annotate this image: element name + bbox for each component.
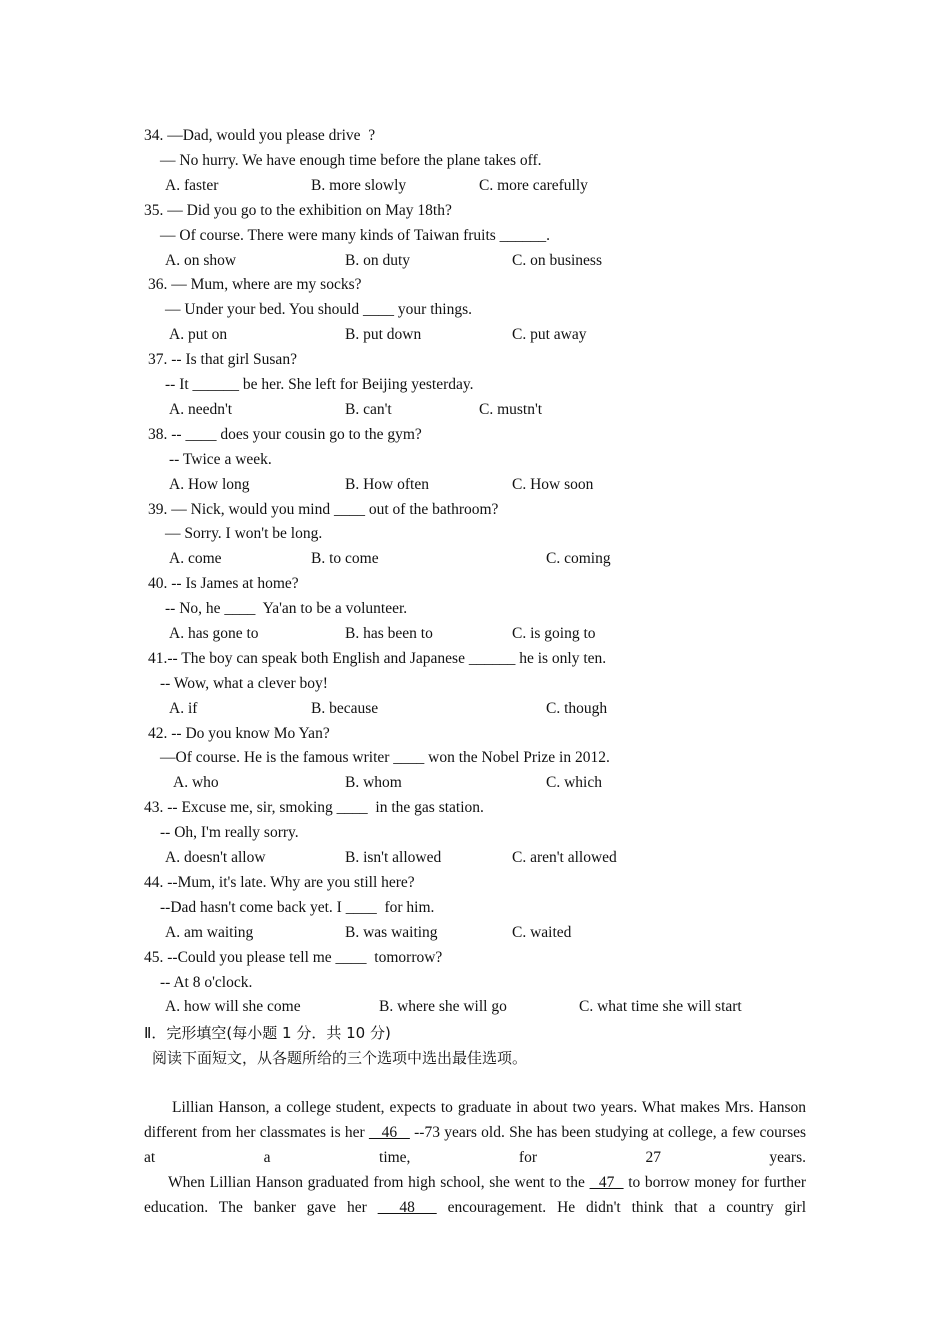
answer-43: -- Oh, I'm really sorry. bbox=[160, 824, 299, 841]
option-44-b: B. was waiting bbox=[345, 924, 438, 941]
option-41-a: A. if bbox=[169, 700, 198, 717]
question-37: 37. -- Is that girl Susan? bbox=[148, 351, 297, 368]
answer-40: -- No, he ____ Ya'an to be a volunteer. bbox=[165, 600, 408, 617]
option-40-c: C. is going to bbox=[512, 625, 596, 642]
section-instruction: 阅读下面短文，从各题所给的三个选项中选出最佳选项。 bbox=[152, 1049, 528, 1067]
passage-p2-text-b: to borrow money for further education. The banker gave her bbox=[144, 1174, 807, 1216]
option-43-a: A. doesn't allow bbox=[165, 849, 266, 866]
question-44: 44. --Mum, it's late. Why are you still here? bbox=[144, 874, 415, 891]
question-35: 35. — Did you go to the exhibition on May 18th? bbox=[144, 202, 452, 219]
answer-44: --Dad hasn't come back yet. I ____ for him. bbox=[160, 899, 435, 916]
passage-p2-text-c: encouragement. He didn't think that a country girl bbox=[447, 1199, 807, 1216]
section-title: Ⅱ．完形填空(每小题 1 分．共 10 分) bbox=[144, 1024, 391, 1042]
option-45-b: B. where she will go bbox=[379, 998, 507, 1015]
option-39-b: B. to come bbox=[311, 550, 379, 567]
passage-p2-text-a: When Lillian Hanson graduated from high school, she went to the bbox=[168, 1174, 590, 1191]
option-38-a: A. How long bbox=[169, 476, 250, 493]
option-37-b: B. can't bbox=[345, 401, 392, 418]
option-36-b: B. put down bbox=[345, 326, 422, 343]
answer-37: -- It ______ be her. She left for Beijing yesterday. bbox=[165, 376, 474, 393]
passage-p1-text-a: Lillian Hanson, a college student, expects to graduate in about two years. What makes Mrs. Hanson different from her classmates is her bbox=[144, 1099, 806, 1141]
passage-paragraph-1 bbox=[144, 1095, 806, 1170]
question-36: 36. — Mum, where are my socks? bbox=[148, 276, 362, 293]
option-41-b: B. because bbox=[311, 700, 379, 717]
option-42-a: A. who bbox=[173, 774, 219, 791]
blank-48: 48 bbox=[377, 1199, 437, 1216]
answer-34: — No hurry. We have enough time before the plane takes off. bbox=[160, 152, 542, 169]
option-40-b: B. has been to bbox=[345, 625, 433, 642]
answer-38: -- Twice a week. bbox=[169, 451, 272, 468]
option-34-c: C. more carefully bbox=[479, 177, 588, 194]
passage-p1-text-b: --73 years old. She has been studying at college, a few courses at a time, for 27 years. bbox=[144, 1124, 807, 1166]
question-41: 41.-- The boy can speak both English and Japanese ______ he is only ten. bbox=[148, 650, 607, 667]
question-34: 34. —Dad, would you please drive ? bbox=[144, 127, 376, 144]
answer-39: — Sorry. I won't be long. bbox=[165, 525, 323, 542]
option-37-a: A. needn't bbox=[169, 401, 233, 418]
option-42-b: B. whom bbox=[345, 774, 402, 791]
question-38: 38. -- ____ does your cousin go to the gym? bbox=[148, 426, 422, 443]
option-43-b: B. isn't allowed bbox=[345, 849, 442, 866]
option-39-a: A. come bbox=[169, 550, 222, 567]
answer-35: — Of course. There were many kinds of Taiwan fruits ______. bbox=[160, 227, 551, 244]
option-35-a: A. on show bbox=[165, 252, 237, 269]
answer-36: — Under your bed. You should ____ your things. bbox=[165, 301, 472, 318]
blank-47: 47 bbox=[589, 1174, 624, 1191]
option-39-c: C. coming bbox=[546, 550, 611, 567]
option-35-c: C. on business bbox=[512, 252, 602, 269]
answer-41: -- Wow, what a clever boy! bbox=[160, 675, 328, 692]
option-35-b: B. on duty bbox=[345, 252, 411, 269]
option-45-a: A. how will she come bbox=[165, 998, 301, 1015]
question-39: 39. — Nick, would you mind ____ out of the bathroom? bbox=[148, 501, 499, 518]
option-40-a: A. has gone to bbox=[169, 625, 259, 642]
option-37-c: C. mustn't bbox=[479, 401, 543, 418]
option-43-c: C. aren't allowed bbox=[512, 849, 617, 866]
question-42: 42. -- Do you know Mo Yan? bbox=[148, 725, 330, 742]
option-42-c: C. which bbox=[546, 774, 602, 791]
question-40: 40. -- Is James at home? bbox=[148, 575, 299, 592]
option-34-b: B. more slowly bbox=[311, 177, 407, 194]
passage-paragraph-2 bbox=[144, 1170, 806, 1220]
blank-46: 46 bbox=[368, 1124, 410, 1141]
option-45-c: C. what time she will start bbox=[579, 998, 742, 1015]
option-36-a: A. put on bbox=[169, 326, 228, 343]
option-44-a: A. am waiting bbox=[165, 924, 254, 941]
option-44-c: C. waited bbox=[512, 924, 572, 941]
answer-42: —Of course. He is the famous writer ____ won the Nobel Prize in 2012. bbox=[160, 749, 610, 766]
option-36-c: C. put away bbox=[512, 326, 587, 343]
answer-45: -- At 8 o'clock. bbox=[160, 974, 253, 991]
option-38-c: C. How soon bbox=[512, 476, 594, 493]
option-41-c: C. though bbox=[546, 700, 608, 717]
option-38-b: B. How often bbox=[345, 476, 429, 493]
question-45: 45. --Could you please tell me ____ tomorrow? bbox=[144, 949, 443, 966]
question-43: 43. -- Excuse me, sir, smoking ____ in the gas station. bbox=[144, 799, 484, 816]
option-34-a: A. faster bbox=[165, 177, 219, 194]
